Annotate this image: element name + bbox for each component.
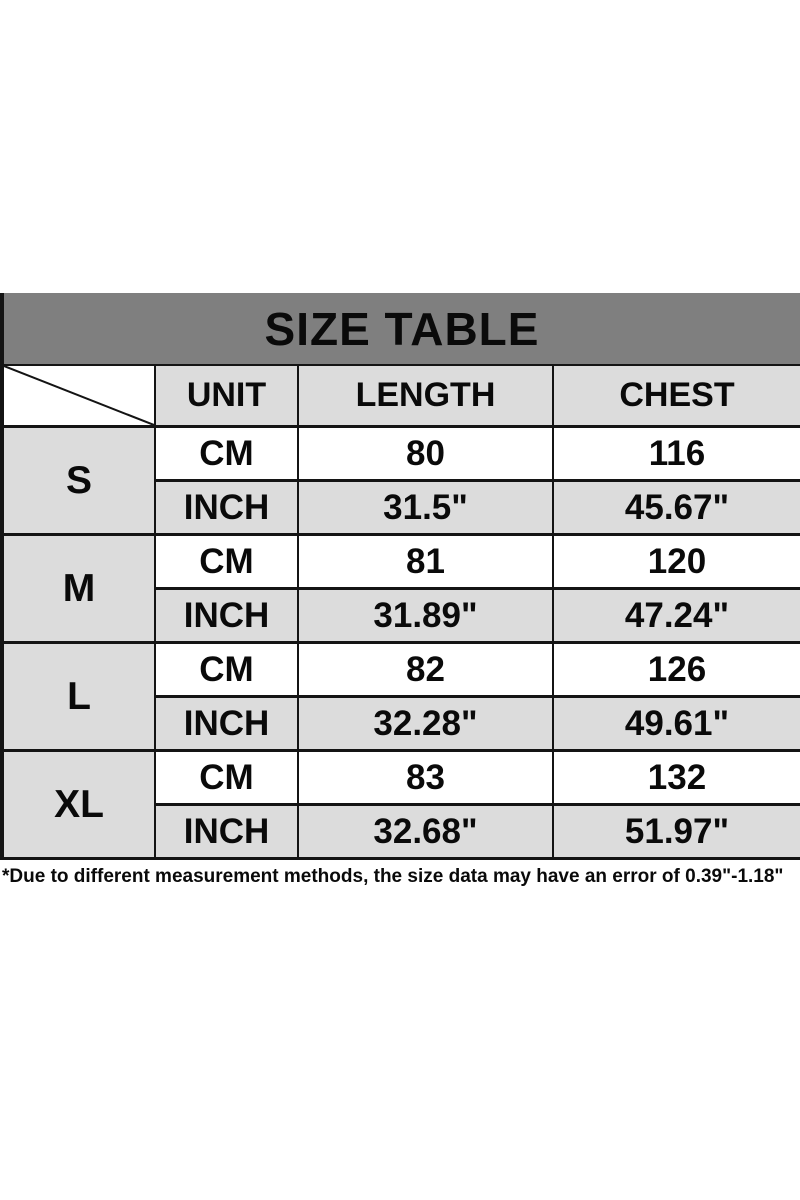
chest-value: 47.24" <box>553 589 800 643</box>
unit-label: INCH <box>155 481 298 535</box>
length-value: 31.5" <box>298 481 553 535</box>
header-row <box>4 365 800 427</box>
column-header-length: LENGTH <box>298 365 553 427</box>
unit-label: CM <box>155 751 298 805</box>
length-value: 32.28" <box>298 697 553 751</box>
size-table-grid <box>4 364 800 860</box>
table-row-l-cm <box>4 643 800 697</box>
length-value: 83 <box>298 751 553 805</box>
size-label-m: M <box>4 535 155 643</box>
length-value: 80 <box>298 427 553 481</box>
size-table-title: SIZE TABLE <box>4 293 800 364</box>
length-value: 32.68" <box>298 805 553 859</box>
column-header-unit: UNIT <box>155 365 298 427</box>
measurement-error-footnote: *Due to different measurement methods, the size data may have an error of 0.39"-1.18" <box>2 866 784 887</box>
table-row-s-cm <box>4 427 800 481</box>
size-label-xl: XL <box>4 751 155 859</box>
table-row-xl-cm <box>4 751 800 805</box>
unit-label: CM <box>155 643 298 697</box>
size-label-l: L <box>4 643 155 751</box>
length-value: 82 <box>298 643 553 697</box>
chest-value: 51.97" <box>553 805 800 859</box>
chest-value: 116 <box>553 427 800 481</box>
chest-value: 49.61" <box>553 697 800 751</box>
size-table <box>0 293 800 860</box>
diagonal-line-icon <box>4 366 154 425</box>
column-header-chest: CHEST <box>553 365 800 427</box>
chest-value: 126 <box>553 643 800 697</box>
length-value: 31.89" <box>298 589 553 643</box>
diagonal-corner-cell <box>4 365 155 427</box>
chest-value: 45.67" <box>553 481 800 535</box>
table-row-m-cm <box>4 535 800 589</box>
unit-label: INCH <box>155 805 298 859</box>
unit-label: CM <box>155 427 298 481</box>
chest-value: 132 <box>553 751 800 805</box>
length-value: 81 <box>298 535 553 589</box>
size-label-s: S <box>4 427 155 535</box>
unit-label: INCH <box>155 589 298 643</box>
unit-label: CM <box>155 535 298 589</box>
unit-label: INCH <box>155 697 298 751</box>
chest-value: 120 <box>553 535 800 589</box>
